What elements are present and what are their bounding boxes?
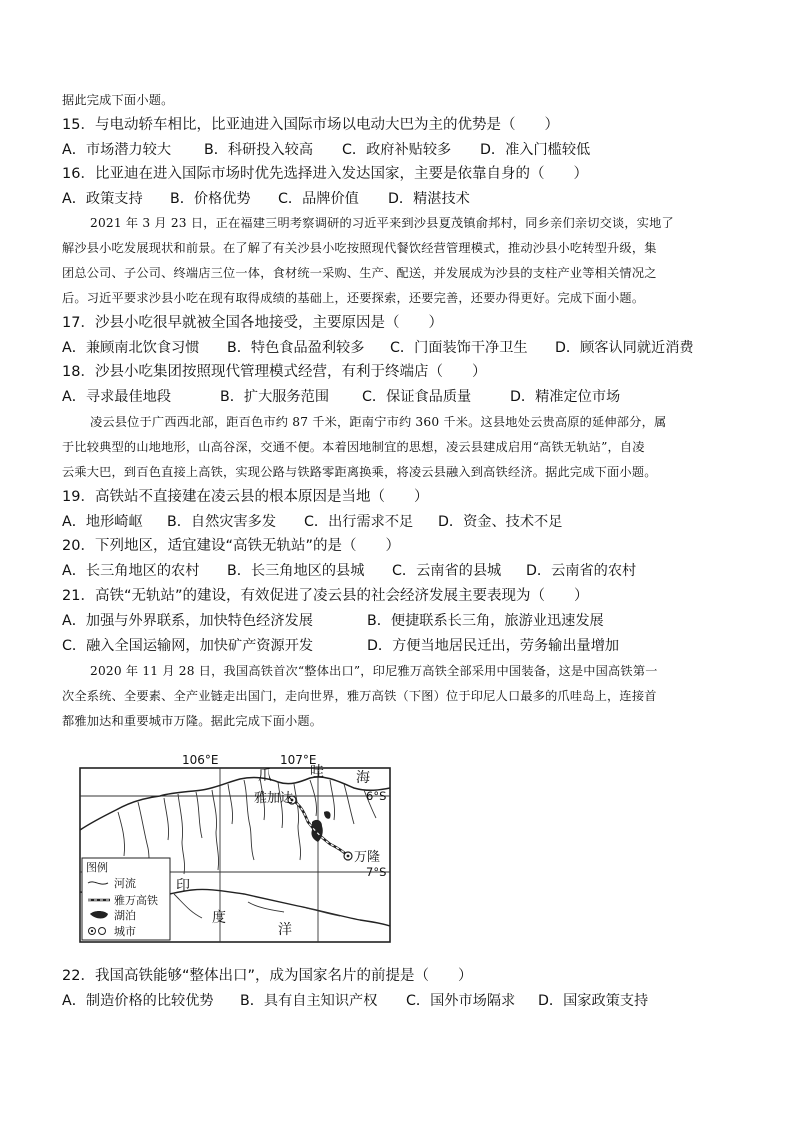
question-17-options [62, 338, 694, 358]
legend-lake-label: 湖泊 [114, 909, 136, 922]
option-d: D．顾客认同就近消费 [555, 340, 694, 356]
city-label-jakarta: 雅加达 [254, 791, 294, 806]
option-c: C．政府补贴较多 [342, 142, 452, 158]
option-a: A．长三角地区的农村 [62, 563, 200, 579]
ocean-char-3: 洋 [278, 922, 292, 938]
lon-label-106: 106°E [182, 753, 219, 767]
option-a: A．政策支持 [62, 191, 143, 207]
java-railway-map [78, 752, 394, 944]
legend-city-icon-2 [99, 928, 106, 935]
question-21-stem: 21．高铁“无轨站”的建设，有效促进了凌云县的社会经济发展主要表现为（ ） [62, 588, 589, 604]
passage-2-line-4: 后。习近平要求沙县小吃在现有取得成绩的基础上，还要探索，还要完善，还要办得更好。完成下面小题。 [62, 291, 645, 305]
legend-railway-label: 雅万高铁 [114, 894, 158, 907]
option-c: C．国外市场隔求 [406, 993, 516, 1009]
option-a: A．兼顾南北饮食习惯 [62, 340, 200, 356]
question-15-stem: 15．与电动轿车相比，比亚迪进入国际市场以电动大巴为主的优势是（ ） [62, 117, 559, 133]
lon-label-107: 107°E [280, 753, 317, 767]
ocean-char-1: 印 [176, 878, 190, 894]
passage-2-line-1: 2021 年 3 月 23 日，正在福建三明考察调研的习近平来到沙县夏茂镇俞邦村，同乡亲们亲切交谈，实地了 [90, 216, 674, 230]
option-b: B．长三角地区的县城 [227, 563, 365, 579]
map-legend [82, 858, 170, 940]
legend-river-label: 河流 [114, 877, 136, 890]
option-d: D．精湛技术 [388, 191, 470, 207]
question-21-options-row-1 [62, 611, 604, 631]
sea-char-1: 爪 [258, 768, 272, 784]
question-17-stem: 17．沙县小吃很早就被全国各地接受，主要原因是（ ） [62, 315, 443, 331]
option-b: B．具有自主知识产权 [240, 993, 378, 1009]
option-d: D．云南省的农村 [526, 563, 637, 579]
option-c: C．云南省的县城 [392, 563, 502, 579]
passage-2-line-2: 解沙县小吃发展现状和前景。在了解了有关沙县小吃按照现代餐饮经营管理模式，推动沙县小吃转型升级，集 [62, 241, 657, 255]
city-label-bandung: 万隆 [354, 850, 381, 865]
option-b: B．自然灾害多发 [167, 514, 277, 530]
question-16-options [62, 189, 470, 209]
question-19-stem: 19．高铁站不直接建在凌云县的根本原因是当地（ ） [62, 489, 429, 505]
option-b: B．便捷联系长三角，旅游业迅速发展 [367, 613, 604, 629]
option-a: A．地形崎岖 [62, 514, 143, 530]
sea-char-3: 海 [356, 770, 370, 786]
option-b: B．价格优势 [170, 191, 251, 207]
question-22-options [62, 991, 648, 1011]
lat-label-6s: 6°S [366, 789, 387, 803]
passage-3-line-2: 于比较典型的山地地形，山高谷深，交通不便。本着因地制宜的思想，凌云县建成启用“高铁无轨站”，自凌 [62, 440, 645, 454]
passage-3-line-1: 凌云县位于广西西北部，距百色市约 87 千米，距南宁市约 360 千米。这县地处云贵高原的延伸部分，属 [90, 415, 667, 429]
question-21-options-row-2 [62, 636, 619, 656]
sea-char-2: 哇 [310, 764, 324, 780]
option-a: A．寻求最佳地段 [62, 389, 172, 405]
question-18-stem: 18．沙县小吃集团按照现代管理模式经营，有利于终端店（ ） [62, 364, 487, 380]
option-d: D．国家政策支持 [538, 993, 649, 1009]
city-bandung-marker [344, 852, 352, 860]
option-a: A．市场潜力较大 [62, 142, 172, 158]
legend-city-label: 城市 [114, 925, 136, 938]
question-20-options [62, 561, 636, 581]
option-a: A．制造价格的比较优势 [62, 993, 214, 1009]
legend-city-icon-dot [91, 930, 93, 932]
option-d: D．方便当地居民迁出，劳务输出量增加 [367, 638, 620, 654]
lat-label-7s: 7°S [366, 865, 387, 879]
option-d: D．精准定位市场 [510, 389, 621, 405]
map-svg [78, 752, 394, 944]
ocean-char-2: 度 [212, 910, 226, 926]
question-18-options [62, 387, 620, 407]
option-a: A．加强与外界联系，加快特色经济发展 [62, 613, 313, 629]
option-d: D．准入门槛较低 [480, 142, 591, 158]
intro-text: 据此完成下面小题。 [62, 93, 174, 107]
option-b: B．科研投入较高 [204, 142, 314, 158]
question-16-stem: 16．比亚迪在进入国际市场时优先选择进入发达国家，主要是依靠自身的（ ） [62, 166, 588, 182]
option-b: B．扩大服务范围 [220, 389, 330, 405]
option-c: C．品牌价值 [278, 191, 359, 207]
passage-4-line-3: 都雅加达和重要城市万隆。据此完成下面小题。 [62, 714, 323, 728]
passage-2-line-3: 团总公司、子公司、终端店三位一体，食材统一采购、生产、配送，并发展成为沙县的支柱产业等相关情况之 [62, 266, 657, 280]
option-b: B．特色食品盈利较多 [227, 340, 365, 356]
legend-title: 图例 [86, 861, 108, 874]
option-c: C．保证食品质量 [362, 389, 472, 405]
passage-3-line-3: 云乘大巴，到百色直接上高铁，实现公路与铁路零距离换乘，将凌云县融入到高铁经济。据此完成下面小题。 [62, 465, 657, 479]
option-c: C．出行需求不足 [304, 514, 414, 530]
question-20-stem: 20．下列地区，适宜建设“高铁无轨站”的是（ ） [62, 538, 400, 554]
option-c: C．门面装饰干净卫生 [390, 340, 528, 356]
passage-4-line-1: 2020 年 11 月 28 日，我国高铁首次“整体出口”，印尼雅万高铁全部采用中国装备，这是中国高铁第一 [90, 664, 658, 678]
option-c: C．融入全国运输网，加快矿产资源开发 [62, 638, 314, 654]
question-22-stem: 22．我国高铁能够“整体出口”，成为国家名片的前提是（ ） [62, 968, 473, 984]
option-d: D．资金、技术不足 [438, 514, 563, 530]
question-19-options [62, 512, 562, 532]
passage-4-line-2: 次全系统、全要素、全产业链走出国门，走向世界，雅万高铁（下图）位于印尼人口最多的爪哇岛上，连接首 [62, 689, 657, 703]
question-15-options [62, 140, 590, 160]
